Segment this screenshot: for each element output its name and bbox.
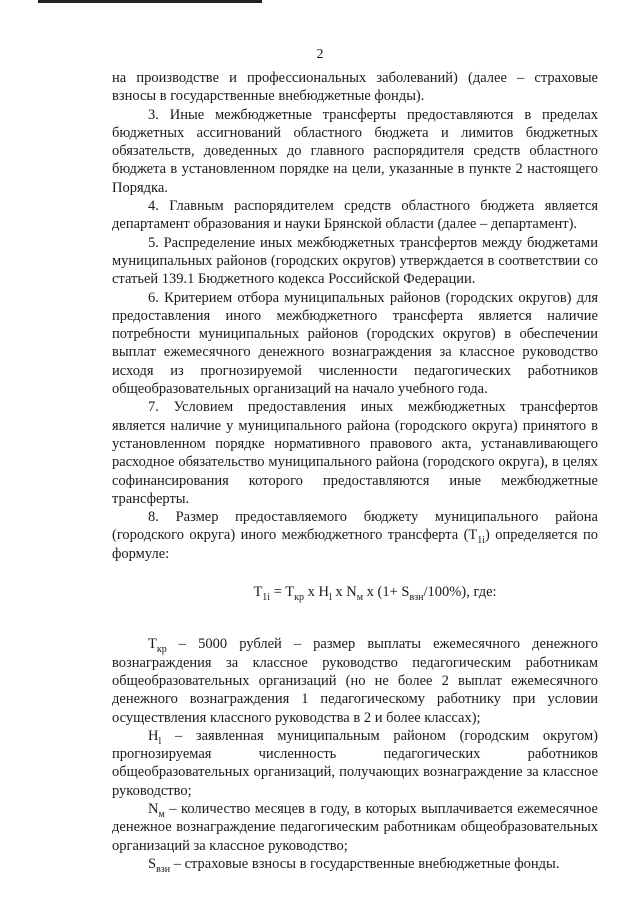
- def-svzn-symbol: S: [148, 855, 157, 872]
- definition-hl: [112, 727, 598, 800]
- formula-tkr-sub: кр: [294, 591, 304, 603]
- def-hl-symbol: H: [148, 727, 159, 744]
- def-hl-text: – заявленная муниципальным районом (городским округом) прогнозируемая численность педагогических работников общеобразовательных организаций, получающих вознаграждение за классное руководство;: [112, 727, 598, 799]
- formula-h-sub: l: [328, 591, 332, 603]
- def-tkr-sub: кр: [156, 644, 167, 656]
- top-rule: [38, 0, 262, 3]
- definition-nm: [112, 800, 598, 855]
- paragraph-6: 6. Критерием отбора муниципальных районов (городских округов) для предоставления иного межбюджетного трансферта является наличие потребности муниципальных районов (городских округов) в обеспечении выплат ежемесячного денежного вознаграждения за классное руководство исходя из прогнозируемой численности педагогических работников общеобразовательных организаций на начало учебного года.: [112, 289, 598, 398]
- formula-n-sub: м: [356, 591, 364, 603]
- definition-svzn: [112, 855, 598, 873]
- def-tkr-symbol: T: [148, 636, 157, 653]
- def-svzn-sub: взн: [156, 863, 171, 875]
- paragraph-8: [112, 508, 598, 563]
- formula: [112, 583, 598, 601]
- page-number: 2: [316, 47, 324, 62]
- formula-n: x N: [331, 584, 357, 601]
- definition-tkr: [112, 635, 598, 726]
- formula-t-sub: 1i: [262, 591, 271, 603]
- paragraph-7: 7. Условием предоставления иных межбюджетных трансфертов является наличие у муниципального района (городского округа) принятого в установленном порядке нормативного правового акта, устанавливающего расходное обязательство муниципального района (городского округа), в целях софинансирования которого предоставляются иные межбюджетные трансферты.: [112, 399, 598, 507]
- formula-tail: /100%), где:: [423, 584, 497, 601]
- paragraph-3: 3. Иные межбюджетные трансферты предоставляются в пределах бюджетных ассигнований областного бюджета и лимитов бюджетных обязательств, доведенных до главного распорядителя средств областного бюджета в установленном порядке на цели, указанные в пункте 2 настоящего Порядка.: [112, 106, 598, 196]
- document-body: [112, 69, 598, 873]
- paragraph-5: 5. Распределение иных межбюджетных трансфертов между бюджетами муниципальных районов (городских округов) утверждается в соответствии со статьей 139.1 Бюджетного кодекса Российской Федерации.: [112, 234, 598, 288]
- paragraph-continuation: на производстве и профессиональных заболеваний) (далее – страховые взносы в государственные внебюджетные фонды).: [112, 70, 598, 105]
- def-tkr-text: – 5000 рублей – размер выплаты ежемесячного денежного вознаграждения за классное руководство педагогическим работникам общеобразовательных организаций (но не более 2 выплат ежемесячного денежного вознаграждения 1 педагогическому работнику при условии осуществления классного руководства в 2 и более классах);: [112, 636, 598, 726]
- p8-pre: 8. Размер предоставляемого бюджету муниципального района (городского округа) иного межбюджетного трансферта (T: [112, 509, 598, 544]
- def-nm-sub: м: [158, 808, 165, 820]
- def-nm-symbol: N: [148, 800, 159, 817]
- def-nm-text: – количество месяцев в году, в которых выплачивается ежемесячное денежное вознаграждение педагогическим работникам общеобразовательных организаций за классное руководство;: [112, 800, 598, 854]
- def-svzn-text: – страховые взносы в государственные внебюджетные фонды.: [170, 855, 560, 872]
- formula-eq: = T: [270, 584, 295, 601]
- formula-h: x H: [303, 584, 329, 601]
- formula-t: T: [253, 584, 263, 601]
- p8-post: ) определяется по формуле:: [112, 527, 598, 562]
- formula-s: x (1+ S: [363, 584, 410, 601]
- paragraph-4: 4. Главным распорядителем средств областного бюджета является департамент образования и науки Брянской области (далее – департамент).: [112, 198, 598, 233]
- p8-sub: 1i: [477, 535, 486, 547]
- def-hl-sub: l: [158, 735, 162, 747]
- formula-s-sub: взн: [409, 591, 424, 603]
